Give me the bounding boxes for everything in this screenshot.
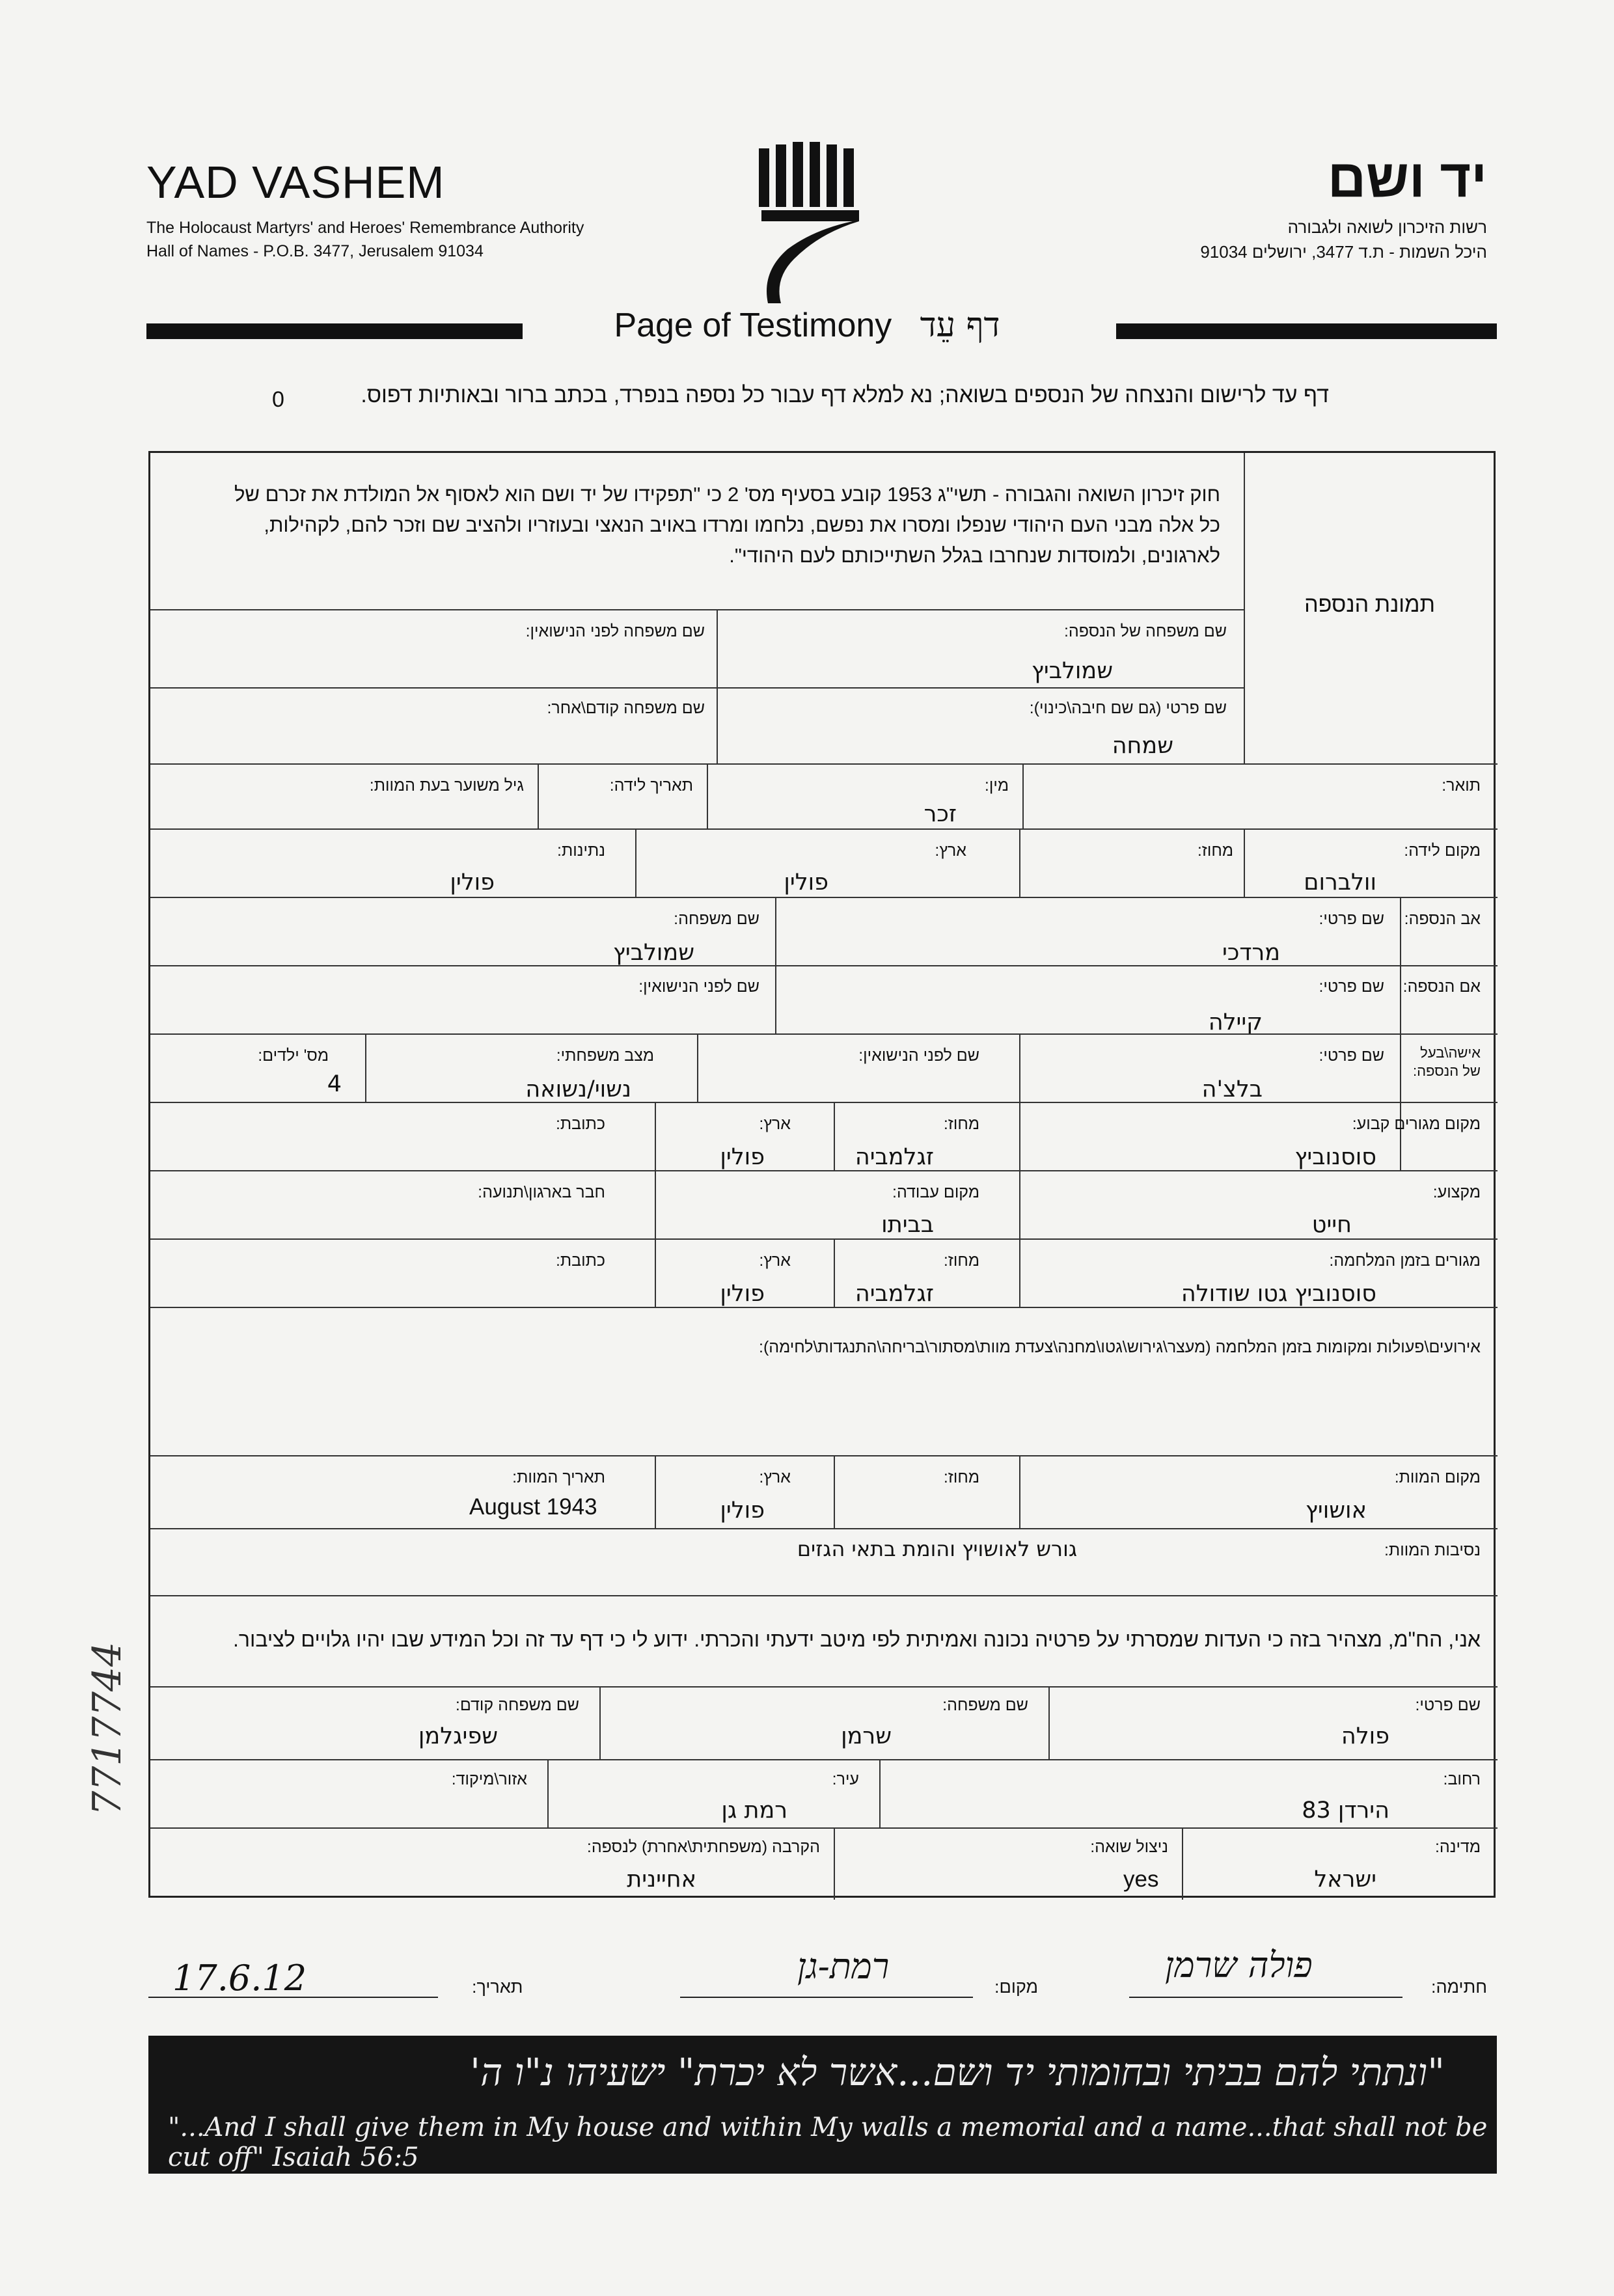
wartime-place-label: מגורים בזמן המלחמה: — [1329, 1251, 1481, 1270]
workplace-value[interactable]: בביתו — [881, 1212, 934, 1238]
residence-value[interactable]: סוסנוביץ — [1294, 1144, 1376, 1170]
street-label: רחוב: — [1443, 1770, 1481, 1788]
wartime-country-label: ארץ: — [759, 1251, 791, 1270]
signature-line — [1129, 1997, 1402, 1998]
member-label: חבר בארגון\תנועה: — [478, 1183, 605, 1201]
org-line1-he: רשות הזיכרון לשואה ולגבורה — [1287, 217, 1487, 237]
residence-label: מקום מגורים קבוע: — [1352, 1115, 1481, 1133]
page-title-en: Page of Testimony — [614, 307, 892, 344]
wartime-events-label: אירועים\פעולות ומקומות בזמן המלחמה (מעצר\גירוש\גטו\מחנה\צעדת מוות\מסתור\בריחה\התנגדות\לחימה): — [759, 1338, 1481, 1356]
father-surname-label: שם משפחה: — [674, 910, 759, 928]
victim-title-label: תואר: — [1442, 776, 1481, 795]
death-date-label: תאריך המוות: — [512, 1468, 605, 1486]
city-value[interactable]: רמת גן — [721, 1797, 787, 1824]
residence-country-value[interactable]: פולין — [720, 1144, 765, 1170]
nationality-label: נתינות: — [557, 841, 605, 860]
law-line-1: חוק זיכרון השואה והגבורה - תשי"ג 1953 קובע בסעיף מס' 2 כי "תפקידו של יד ושם הוא לאסוף אל המולדת את זכרם של — [234, 483, 1220, 506]
declaration-text: אני, הח"מ, מצהיר בזה כי העדות שמסרתי על פרטיה נכונה ואמיתית לפי מיטב ידעתי והכרתי. ידוע לי כי דף עד זה וכל המידע שבו יהיו גלויים לציבור. — [233, 1628, 1481, 1651]
law-line-2: כל אלה מבני העם היהודי שנפלו ומסרו את נפשם, נלחמו ומרדו באויב הנאצי ובעוזריו ולהציב שם וזכר להם, לקהילות, — [264, 513, 1220, 536]
submitter-country-value[interactable]: ישראל — [1314, 1866, 1376, 1893]
org-line2-en: Hall of Names - P.O.B. 3477, Jerusalem 91034 — [146, 242, 484, 260]
mother-maiden-label: שם לפני הנישואין: — [638, 977, 759, 996]
sign-date-value[interactable]: 17.6.12 — [172, 1958, 307, 1999]
relation-value[interactable]: אחיינית — [627, 1866, 696, 1893]
sign-place-value[interactable]: רמת-גן — [797, 1946, 890, 1987]
birthplace-label: מקום לידה: — [1404, 841, 1481, 860]
spouse-row-label-2: של הנספה: — [1412, 1063, 1481, 1079]
org-address-he — [1200, 215, 1487, 264]
victim-prev-surname-label: שם משפחה קודם\אחר: — [547, 699, 705, 717]
survivor-value[interactable]: yes — [1123, 1866, 1159, 1892]
wartime-district-value[interactable]: זגלמביה — [855, 1281, 934, 1307]
street-value[interactable]: הירדן 83 — [1302, 1797, 1389, 1824]
submitter-first-label: שם פרטי: — [1415, 1696, 1481, 1714]
father-row-label: אב הנספה: — [1404, 910, 1481, 928]
org-name-he: יד ושם — [1327, 149, 1487, 208]
wartime-place-value[interactable]: סוסנוביץ גטו שודולה — [1181, 1281, 1376, 1307]
signature-value[interactable]: פולה שרמן — [1165, 1945, 1313, 1986]
sign-place-line — [680, 1997, 973, 1998]
victim-firstname-label: שם פרטי (גם שם חיבה\כינוי): — [1029, 699, 1227, 717]
spouse-row-label-1: אישה\בעל — [1420, 1045, 1481, 1061]
mother-first-value[interactable]: קיילה — [1208, 1009, 1263, 1035]
submitter-first-value[interactable]: פולה — [1341, 1723, 1389, 1749]
residence-address-label: כתובת: — [555, 1115, 605, 1133]
spouse-first-label: שם פרטי: — [1319, 1046, 1384, 1065]
victim-firstname-value[interactable]: שמחה — [1112, 733, 1173, 759]
signature-label: חתימה: — [1430, 1977, 1487, 1997]
marital-value[interactable]: נשוי/נשואה — [525, 1076, 631, 1102]
father-first-label: שם פרטי: — [1319, 910, 1384, 928]
children-value[interactable]: 4 — [327, 1071, 342, 1097]
zip-label: אזור\מיקוד: — [451, 1770, 527, 1788]
submitter-country-label: מדינה: — [1434, 1838, 1481, 1856]
workplace-label: מקום עבודה: — [892, 1183, 979, 1201]
instruction-text: דף עד לרישום והנצחה של הנספים בשואה; נא למלא דף עבור כל נספה בנפרד, בכתב ברור ובאותיות דפוס. — [361, 383, 1329, 407]
father-surname-value[interactable]: שמולביץ — [613, 940, 694, 966]
birth-district-label: מחוז: — [1197, 841, 1233, 860]
yad-vashem-logo — [755, 142, 866, 305]
margin-number: 7717744 — [85, 1641, 130, 1816]
birth-country-value[interactable]: פולין — [784, 869, 828, 895]
testimony-form — [148, 451, 1496, 1898]
nationality-value[interactable]: פולין — [450, 869, 495, 895]
residence-country-label: ארץ: — [759, 1115, 791, 1133]
law-text — [166, 479, 1220, 571]
relation-label: הקרבה (משפחתית\אחרת) לנספה: — [586, 1838, 820, 1856]
victim-maiden-label: שם משפחה לפני הנישואין: — [525, 622, 705, 640]
sign-date-label: תאריך: — [472, 1977, 523, 1997]
photo-label: תמונת הנספה — [1304, 592, 1435, 617]
submitter-prev-value[interactable]: שפיגלמן — [418, 1723, 498, 1749]
org-line1-en: The Holocaust Martyrs' and Heroes' Remembrance Authority — [146, 219, 584, 237]
sign-date-line — [148, 1997, 438, 1998]
mother-row-label: אם הנספה: — [1402, 977, 1481, 996]
birthplace-value[interactable]: וולברום — [1304, 869, 1376, 895]
submitter-surname-label: שם משפחה: — [942, 1696, 1028, 1714]
survivor-label: ניצול שואה: — [1090, 1838, 1168, 1856]
wartime-country-value[interactable]: פולין — [720, 1281, 765, 1307]
birth-country-label: ארץ: — [935, 841, 966, 860]
death-country-label: ארץ: — [759, 1468, 791, 1486]
footer-verse-en: "...And I shall give them in My house and within My walls a memorial and a name...that shall not be cut off" Isaiah 56:5 — [168, 2112, 1488, 2172]
footer-banner — [148, 2036, 1497, 2174]
sign-place-label: מקום: — [994, 1977, 1039, 1997]
wartime-address-label: כתובת: — [555, 1251, 605, 1270]
residence-district-label: מחוז: — [943, 1115, 979, 1133]
father-first-value[interactable]: מרדכי — [1222, 940, 1280, 966]
spouse-row-label — [1413, 1044, 1481, 1080]
submitter-surname-value[interactable]: שרמן — [841, 1723, 892, 1749]
spouse-first-value[interactable]: בלצ'ה — [1201, 1076, 1263, 1102]
city-label: עיר: — [832, 1770, 859, 1788]
page-title — [0, 306, 1614, 345]
org-line2-he: היכל השמות - ת.ד 3477, ירושלים 91034 — [1200, 242, 1487, 262]
victim-dob-label: תאריך לידה: — [609, 776, 693, 795]
occupation-label: מקצוע: — [1432, 1183, 1481, 1201]
victim-surname-label: שם משפחה של הנספה: — [1063, 622, 1227, 640]
marital-label: מצב משפחתי: — [556, 1046, 654, 1065]
victim-gender-value[interactable]: זכר — [923, 801, 957, 827]
spouse-maiden-label: שם לפני הנישואין: — [858, 1046, 979, 1065]
submitter-prev-label: שם משפחה קודם: — [455, 1696, 579, 1714]
children-label: מס' ילדים: — [258, 1046, 329, 1065]
law-line-3: לארגונים, ולמוסדות שנחרבו בגלל השתייכותם לעם היהודי". — [729, 544, 1220, 567]
footer-verse-he: "ונתתי להם בביתי ובחומותי יד ושם...אשר לא יכרת" ישעיהו נ"ו ה' — [470, 2050, 1445, 2094]
instruction-zero: 0 — [272, 387, 284, 412]
death-place-label: מקום המוות: — [1394, 1468, 1481, 1486]
org-address-en — [146, 216, 584, 263]
page-title-he: דף עֵד — [920, 306, 1000, 345]
victim-age-label: גיל משוער בעת המוות: — [369, 776, 524, 795]
death-circ-value[interactable]: גורש לאושויץ והומת בתאי הגזים — [797, 1537, 1077, 1561]
residence-district-value[interactable]: זגלמביה — [855, 1144, 934, 1170]
wartime-district-label: מחוז: — [943, 1251, 979, 1270]
death-circ-label: נסיבות המוות: — [1384, 1541, 1481, 1559]
death-country-value[interactable]: פולין — [720, 1497, 765, 1524]
mother-first-label: שם פרטי: — [1319, 977, 1384, 996]
death-date-value[interactable]: August 1943 — [469, 1494, 597, 1520]
death-district-label: מחוז: — [943, 1468, 979, 1486]
occupation-value[interactable]: חייט — [1311, 1212, 1352, 1238]
death-place-value[interactable]: אושויץ — [1306, 1497, 1367, 1524]
org-name-en: YAD VASHEM — [146, 157, 445, 208]
victim-surname-value[interactable]: שמולביץ — [1032, 658, 1113, 684]
victim-gender-label: מין: — [984, 776, 1009, 795]
